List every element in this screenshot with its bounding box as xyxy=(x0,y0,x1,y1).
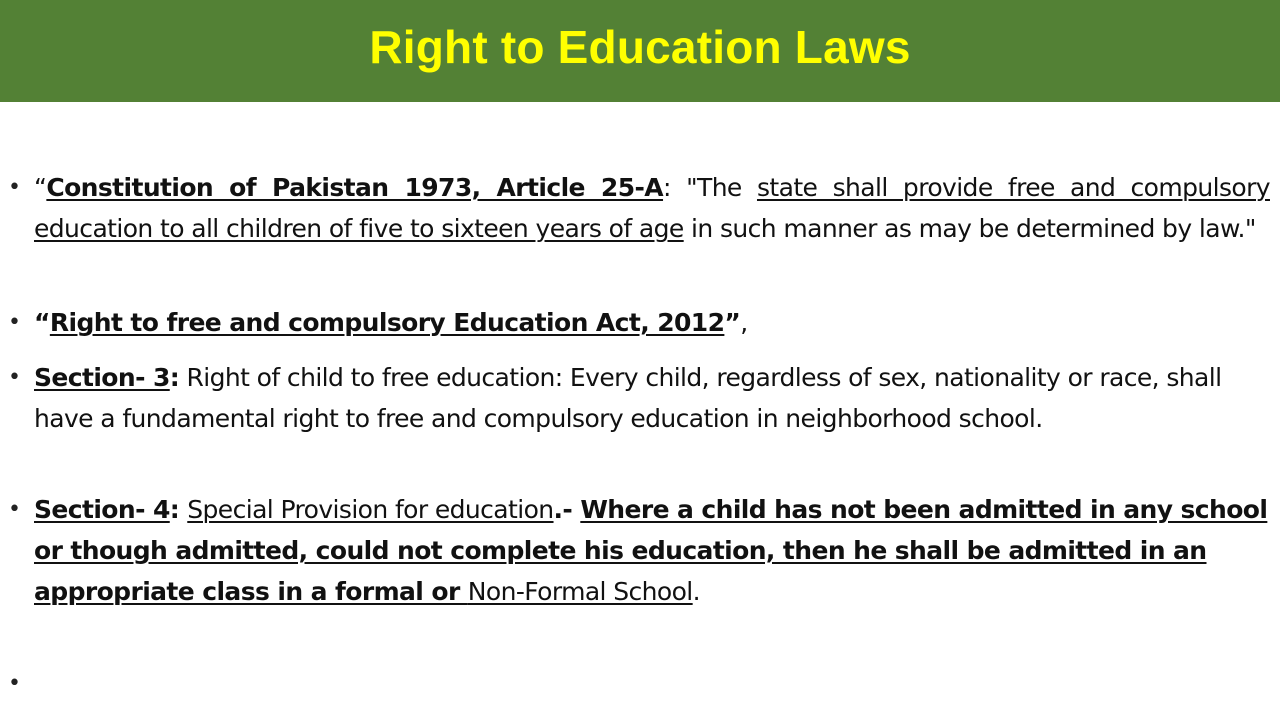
section-3-colon: : xyxy=(169,363,180,392)
act-open-quote: “ xyxy=(34,308,50,337)
act-title: Right to free and compulsory Education Act, 2012 xyxy=(49,308,725,337)
slide-title: Right to Education Laws xyxy=(369,21,911,73)
section-3-text: Right of child to free education: Every child, regardless of sex, nationality or race, shall have a fundamental right to free and compulsory education in neighborhood school. xyxy=(34,363,1222,433)
act-close-quote: ” xyxy=(724,308,741,337)
section-4-colon: : xyxy=(169,495,188,524)
open-quote: “ xyxy=(34,173,47,202)
bullet-empty xyxy=(34,663,1270,704)
section-4-label: Section- 4 xyxy=(34,495,170,524)
section-4-heading: Special Provision for education xyxy=(187,495,554,524)
article-quote-rest: in such manner as may be determined by law." xyxy=(683,214,1256,243)
non-formal-school: Non-Formal School xyxy=(467,577,693,606)
constitution-reference: Constitution of Pakistan 1973, Article 25-A xyxy=(46,173,664,202)
colon-quote: : "The xyxy=(663,173,757,202)
act-trail: , xyxy=(740,308,748,337)
article-quote-underlined: state shall provide free and compulsory education to all children of five to sixteen years of age xyxy=(34,173,1270,243)
bullet-act-2012 xyxy=(34,302,1270,343)
section-4-provision: Where a child has not been admitted in any school or though admitted, could not complete his education, then he shall be admitted in an appropriate class in a formal or xyxy=(34,495,1268,606)
bullet-section-3 xyxy=(34,357,1270,439)
section-4-dash: .- xyxy=(553,495,581,524)
section-4-end: . xyxy=(692,577,701,606)
bullet-constitution xyxy=(34,167,1270,249)
section-3-label: Section- 3 xyxy=(34,363,170,392)
bullet-section-4 xyxy=(34,489,1270,612)
